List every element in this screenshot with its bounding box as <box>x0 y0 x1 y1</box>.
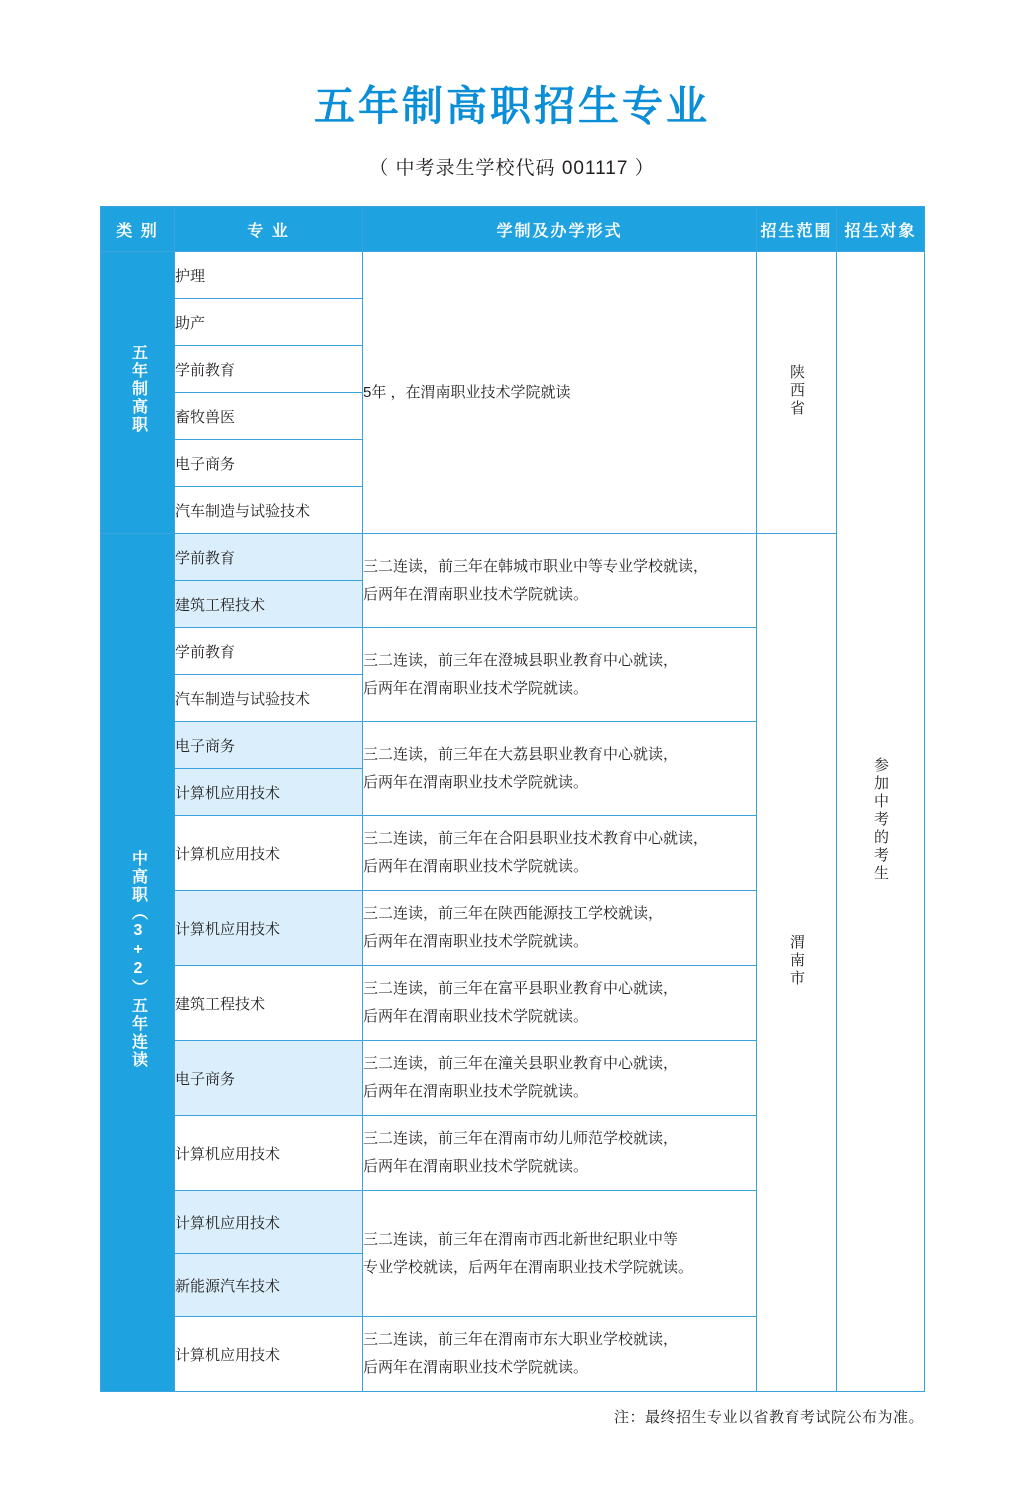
form-line: 三二连读，前三年在渭南市西北新世纪职业中等 <box>363 1230 679 1248</box>
form-cell <box>363 1041 757 1116</box>
form-line: 三二连读，前三年在合阳县职业技术教育中心就读， <box>363 830 709 848</box>
form-line: 三二连读，前三年在富平县职业教育中心就读， <box>363 980 679 998</box>
form-line: 三二连读，前三年在渭南市东大职业学校就读， <box>363 1331 679 1349</box>
form-cell <box>363 628 757 722</box>
form-line: 三二连读，前三年在韩城市职业中等专业学校就读， <box>363 557 709 575</box>
form-line: 三二连读，前三年在陕西能源技工学校就读， <box>363 905 664 923</box>
table-header-row <box>101 207 925 252</box>
majors-table <box>100 206 925 1392</box>
major-cell: 学前教育 <box>175 346 363 393</box>
footnote: 注：最终招生专业以省教育考试院公布为准。 <box>613 1409 924 1427</box>
form-cell: 5年 ，在渭南职业技术学院就读 <box>363 252 757 534</box>
major-cell: 新能源汽车技术 <box>175 1254 363 1317</box>
major-cell: 建筑工程技术 <box>175 966 363 1041</box>
form-line: 后两年在渭南职业技术学院就读。 <box>363 585 589 603</box>
form-cell <box>363 816 757 891</box>
form-cell <box>363 891 757 966</box>
form-cell <box>363 534 757 628</box>
range-label: 渭南市 <box>788 933 805 988</box>
major-cell: 学前教育 <box>175 628 363 675</box>
category-cell-wunianzhi <box>101 252 175 534</box>
table-row <box>101 252 925 299</box>
form-cell <box>363 1116 757 1191</box>
major-cell: 学前教育 <box>175 534 363 581</box>
form-line: 三二连读，前三年在潼关县职业教育中心就读， <box>363 1055 679 1073</box>
header-range: 招生范围 <box>757 207 837 252</box>
form-line: 后两年在渭南职业技术学院就读。 <box>363 1008 589 1026</box>
header-major: 专 业 <box>175 207 363 252</box>
range-label: 陕西省 <box>788 363 805 418</box>
form-line: 后两年在渭南职业技术学院就读。 <box>363 933 589 951</box>
form-cell <box>363 1191 757 1317</box>
range-cell-shaanxi <box>757 252 837 534</box>
page-subtitle: （ 中考录生学校代码 001117 ） <box>369 158 655 180</box>
form-line: 后两年在渭南职业技术学院就读。 <box>363 1359 589 1377</box>
header-form: 学制及办学形式 <box>363 207 757 252</box>
category-label: 中高职（3+2）五年连读 <box>129 849 147 1069</box>
major-cell: 汽车制造与试验技术 <box>175 487 363 534</box>
header-target: 招生对象 <box>837 207 925 252</box>
major-cell: 计算机应用技术 <box>175 891 363 966</box>
category-cell-zhonggaozhi <box>101 534 175 1392</box>
major-cell: 电子商务 <box>175 722 363 769</box>
header-category: 类 别 <box>101 207 175 252</box>
page-title: 五年制高职招生专业 <box>314 83 710 129</box>
major-cell: 护理 <box>175 252 363 299</box>
major-cell: 畜牧兽医 <box>175 393 363 440</box>
form-line: 专业学校就读，后两年在渭南职业技术学院就读。 <box>363 1258 694 1276</box>
category-label: 五年制高职 <box>129 344 147 435</box>
form-line: 后两年在渭南职业技术学院就读。 <box>363 858 589 876</box>
table-row <box>101 534 925 581</box>
form-line: 三二连读，前三年在大荔县职业教育中心就读， <box>363 745 679 763</box>
form-line: 三二连读，前三年在渭南市幼儿师范学校就读， <box>363 1130 679 1148</box>
major-cell: 计算机应用技术 <box>175 1191 363 1254</box>
major-cell: 计算机应用技术 <box>175 1317 363 1392</box>
major-cell: 计算机应用技术 <box>175 816 363 891</box>
major-cell: 建筑工程技术 <box>175 581 363 628</box>
form-line: 三二连读，前三年在澄城县职业教育中心就读， <box>363 651 679 669</box>
form-cell <box>363 722 757 816</box>
major-cell: 计算机应用技术 <box>175 769 363 816</box>
major-cell: 汽车制造与试验技术 <box>175 675 363 722</box>
range-cell-weinan <box>757 534 837 1392</box>
major-cell: 电子商务 <box>175 440 363 487</box>
form-cell <box>363 966 757 1041</box>
form-cell <box>363 1317 757 1392</box>
major-cell: 计算机应用技术 <box>175 1116 363 1191</box>
target-label: 参加中考的考生 <box>872 756 889 883</box>
form-line: 后两年在渭南职业技术学院就读。 <box>363 679 589 697</box>
form-line: 后两年在渭南职业技术学院就读。 <box>363 1083 589 1101</box>
target-cell <box>837 252 925 1392</box>
major-cell: 电子商务 <box>175 1041 363 1116</box>
form-line: 后两年在渭南职业技术学院就读。 <box>363 1158 589 1176</box>
major-cell: 助产 <box>175 299 363 346</box>
form-line: 后两年在渭南职业技术学院就读。 <box>363 773 589 791</box>
